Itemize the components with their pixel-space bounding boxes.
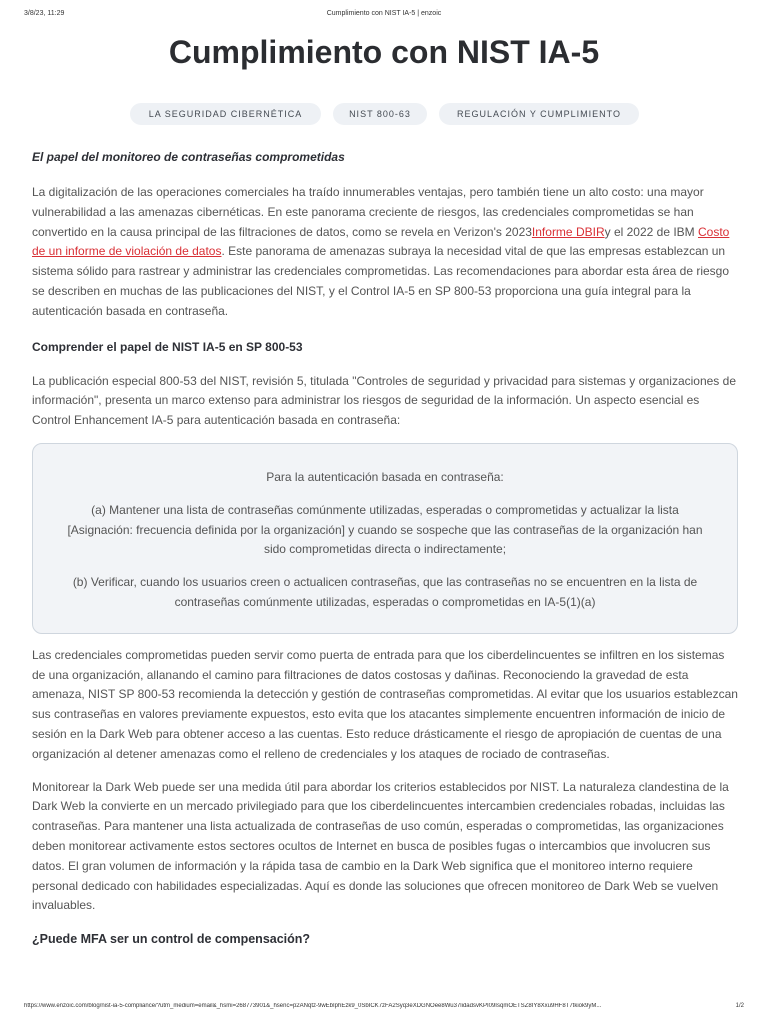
section-heading-mfa: ¿Puede MFA ser un control de compensación? [32, 932, 311, 947]
print-url: https://www.enzoic.com/blog/nist-ia-5-compliance/?utm_medium=email&_hsmi=268773901&_hsenc=p2ANqtz-9wEbIphEzk9_0SbICK7zFA2Syq3eXDGNOee8Wu37lidadsvKPI09IsqmOETSZ8IY8Xxu9HF8T7tkiok9yM... [24, 1003, 602, 1009]
dark-web-paragraph: Monitorear la Dark Web puede ser una medida útil para abordar los criterios establecidos por NIST. La naturaleza clandestina de la Dark Web la convierte en un mercado privilegiado para que los ciberdelincuentes intercambien credenciales robadas, incluidas las contraseñas. Para mantener una lista actualizada de contraseñas de uso común, esperadas o comprometidas, las organizaciones deben monitorear activamente estos sectores ocultos de Internet en busca de posibles fugas o intercambios que involucren sus datos. El gran volumen de información y la rápida tasa de cambio en la Dark Web significa que el monitoreo interno requiere personal dedicado con habilidades especializadas. Aquí es donde las soluciones que ofrecen monitoreo de Dark Web se vuelven invaluables. [32, 779, 729, 913]
tag-nist-800-63[interactable]: NIST 800-63 [333, 103, 427, 125]
intro-paragraph [32, 183, 738, 322]
intro-text-a: La digitalización de las operaciones comerciales ha traído innumerables ventajas, pero también tiene un alto costo: una mayor vulnerabilidad a las amenazas cibernéticas. En este panorama creciente de riesgos, las credenciales comprometidas se han convertido en la causa principal de las filtraciones de datos, como se revela en Verizon's 2023 [32, 185, 704, 239]
page-title: Cumplimiento con NIST IA-5 [168, 34, 600, 70]
intro-text-c: . Este panorama de amenazas subraya la necesidad vital de que las empresas establezcan un sistema sólido para rastrear y administrar las credenciales comprometidas. Las recomendaciones para abordar esta área de riesgo se describen en muchas de las publicaciones del NIST, y el Control IA-5 en SP 800-53 proporciona una guía integral para la autenticación basada en contraseña. [32, 244, 730, 318]
callout-item-b: (b) Verificar, cuando los usuarios creen o actualicen contraseñas, que las contraseñas no se encuentren en la lista de contraseñas comúnmente utilizadas, esperadas o comprometidas en IA-5(1)(a) [72, 575, 698, 609]
dbir-report-link[interactable]: Informe DBIR [531, 224, 605, 239]
tag-cybersecurity[interactable]: LA SEGURIDAD CIBERNÉTICA [130, 103, 321, 125]
ibm-breach-report-link[interactable]: Costo de un informe de violación de datos [32, 224, 730, 259]
intro-text-b: y el 2022 de IBM [604, 224, 698, 239]
tag-list [0, 103, 768, 125]
ia5-quote-box [32, 443, 738, 634]
print-header [0, 10, 768, 22]
print-page-title: Cumplimiento con NIST IA-5 | enzoic [326, 10, 442, 17]
section-heading-ia5: Comprender el papel de NIST IA-5 en SP 800-53 [32, 339, 303, 354]
print-date: 3/8/23, 11:29 [24, 10, 65, 17]
callout-intro: Para la autenticación basada en contraseña: [266, 469, 504, 484]
callout-item-a: (a) Mantener una lista de contraseñas comúnmente utilizadas, esperadas o comprometidas y actualizar la lista [Asignación: frecuencia definida por la organización] y cuando se sospeche que las contraseñas de la organización han sido comprometidas directa o indirectamente; [67, 502, 703, 557]
article-body [32, 148, 738, 948]
compromised-credentials-paragraph: Las credenciales comprometidas pueden servir como puerta de entrada para que los ciberdelincuentes se infiltren en los sistemas de una organización, allanando el camino para filtraciones de datos costosas y dañinas. Reconociendo la gravedad de esta amenaza, NIST SP 800-53 recomienda la detección y gestión de contraseñas comprometidas. Al evitar que los usuarios establezcan sus contraseñas en valores previamente expuestos, esto evita que los atacantes simplemente encuentren información de inicio de sesión en la Dark Web para obtener acceso a las cuentas. Esto reduce drásticamente el riesgo de apropiación de cuentas de una organización al detener amenazas como el relleno de credenciales y los ataques de rociado de contraseñas. [32, 647, 738, 761]
sp800-53-paragraph: La publicación especial 800-53 del NIST, revisión 5, titulada "Controles de seguridad y privacidad para sistemas y organizaciones de información", presenta un marco extenso para administrar los riesgos de seguridad de la información. Un aspecto esencial es Control Enhancement IA-5 para autenticación basada en contraseña: [32, 373, 736, 428]
page-number: 1/2 [735, 1003, 744, 1009]
print-footer [24, 1003, 744, 1013]
tag-regulation-compliance[interactable]: REGULACIÓN Y CUMPLIMIENTO [439, 103, 639, 125]
section-heading-monitoring: El papel del monitoreo de contraseñas comprometidas [32, 150, 345, 164]
